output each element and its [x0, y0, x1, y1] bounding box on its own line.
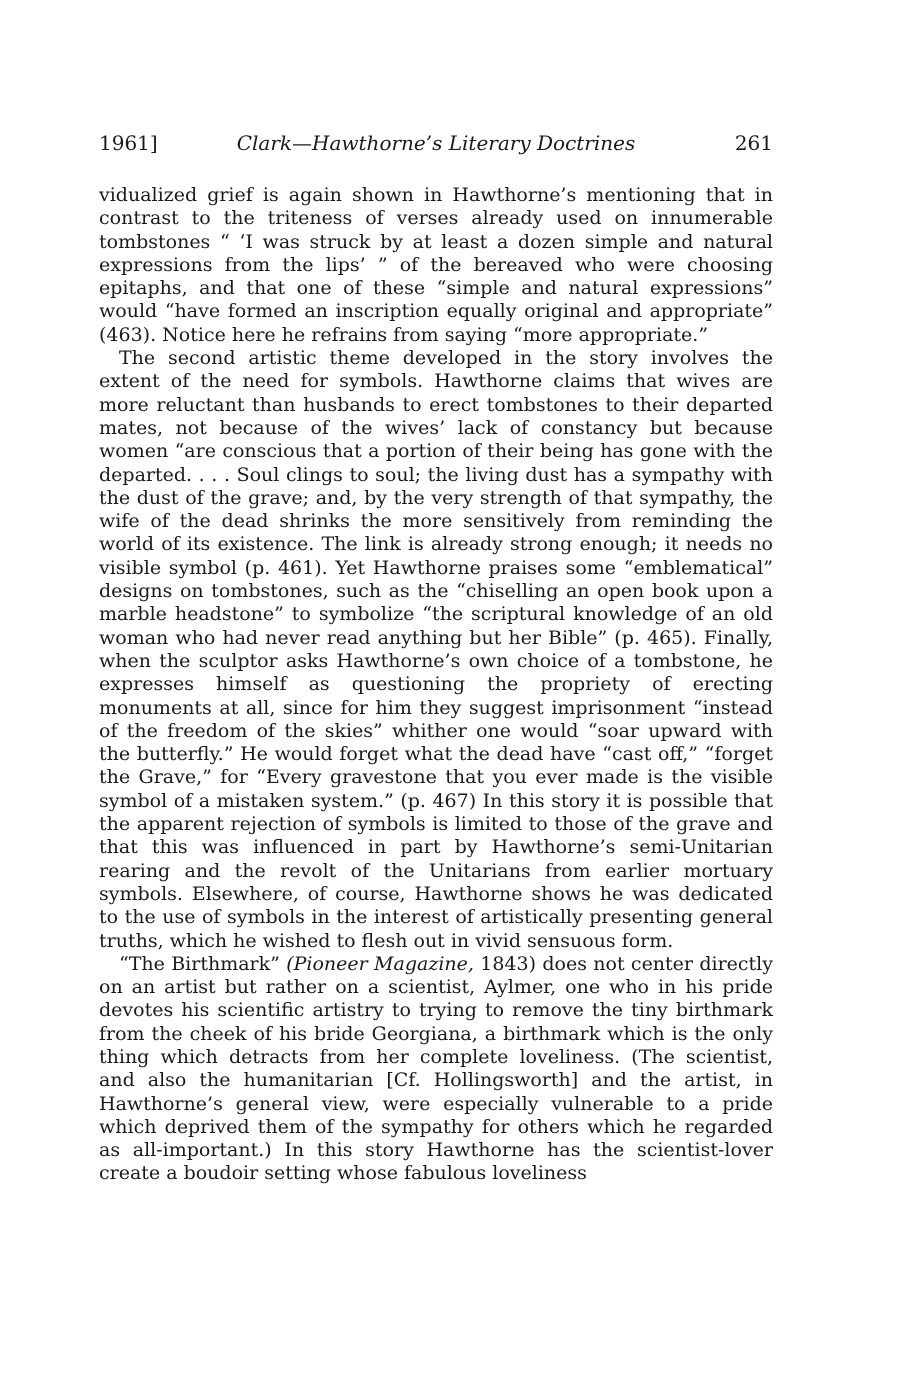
- paragraph-1: [99, 184, 773, 347]
- header-year: 1961]: [99, 131, 158, 155]
- body-text: [99, 184, 773, 1186]
- paragraph-2: [99, 347, 773, 953]
- page-number: 261: [734, 131, 773, 155]
- running-header: [99, 128, 773, 158]
- paragraph-3-italic-title: (Pioneer Magazine,: [286, 952, 474, 975]
- paragraph-3-lead: “The Birthmark”: [119, 952, 287, 975]
- running-title: Clark—Hawthorne’s Literary Doctrines: [236, 131, 636, 155]
- paragraph-1-text: vidualized grief is again shown in Hawthorne’s mentioning that in contrast to the triteness of verses already used on innumerable tombstones “ ‘I was struck by at least a dozen simple and natural expressions from the lips’ ” of the bereaved who were choosing epitaphs, and that one of these “simple and natural expressions” would “have formed an inscription equally original and appropriate” (463). Notice here he refrains from saying “more appropriate.”: [99, 184, 773, 346]
- paragraph-3-text: 1843) does not center directly on an artist but rather on a scientist, Aylmer, one who in his pride devotes his scientific artistry to trying to remove the tiny birthmark from the cheek of his bride Georgiana, a birthmark which is the only thing which detracts from her complete loveliness. (The scientist, and also the humanitarian [Cf. Hollingsworth] and the artist, in Hawthorne’s general view, were especially vulnerable to a pride which deprived them of the sympathy for others which he regarded as all-important.) In this story Hawthorne has the scientist-lover create a boudoir setting whose fabulous loveliness: [99, 952, 773, 1185]
- paragraph-3: [99, 953, 773, 1186]
- paragraph-2-text: The second artistic theme developed in the story involves the extent of the need for symbols. Hawthorne claims that wives are more reluctant than husbands to erect tombstones to their departed mates, not because of the wives’ lack of constancy but because women “are conscious that a portion of their being has gone with the departed. . . . Soul clings to soul; the living dust has a sympathy with the dust of the grave; and, by the very strength of that sympathy, the wife of the dead shrinks the more sensitively from reminding the world of its existence. The link is already strong enough; it needs no visible symbol (p. 461). Yet Hawthorne praises some “emblematical” designs on tombstones, such as the “chiselling an open book upon a marble headstone” to symbolize “the scriptural knowledge of an old woman who had never read anything but her Bible” (p. 465). Finally, when the sculptor asks Hawthorne’s own choice of a tombstone, he expresses himself as questioning the propriety of erecting monuments at all, since for him they suggest imprisonment “instead of the freedom of the skies” whither one would “soar upward with the butterfly.” He would forget what the dead have “cast off,” “forget the Grave,” for “Every gravestone that you ever made is the visible symbol of a mistaken system.” (p. 467) In this story it is possible that the apparent rejection of symbols is limited to those of the grave and that this was influenced in part by Hawthorne’s semi-Unitarian rearing and the revolt of the Unitarians from earlier mortuary symbols. Elsewhere, of course, Hawthorne shows he was dedicated to the use of symbols in the interest of artistically presenting general truths, which he wished to flesh out in vivid sensuous form.: [99, 347, 773, 952]
- page: [99, 128, 773, 1186]
